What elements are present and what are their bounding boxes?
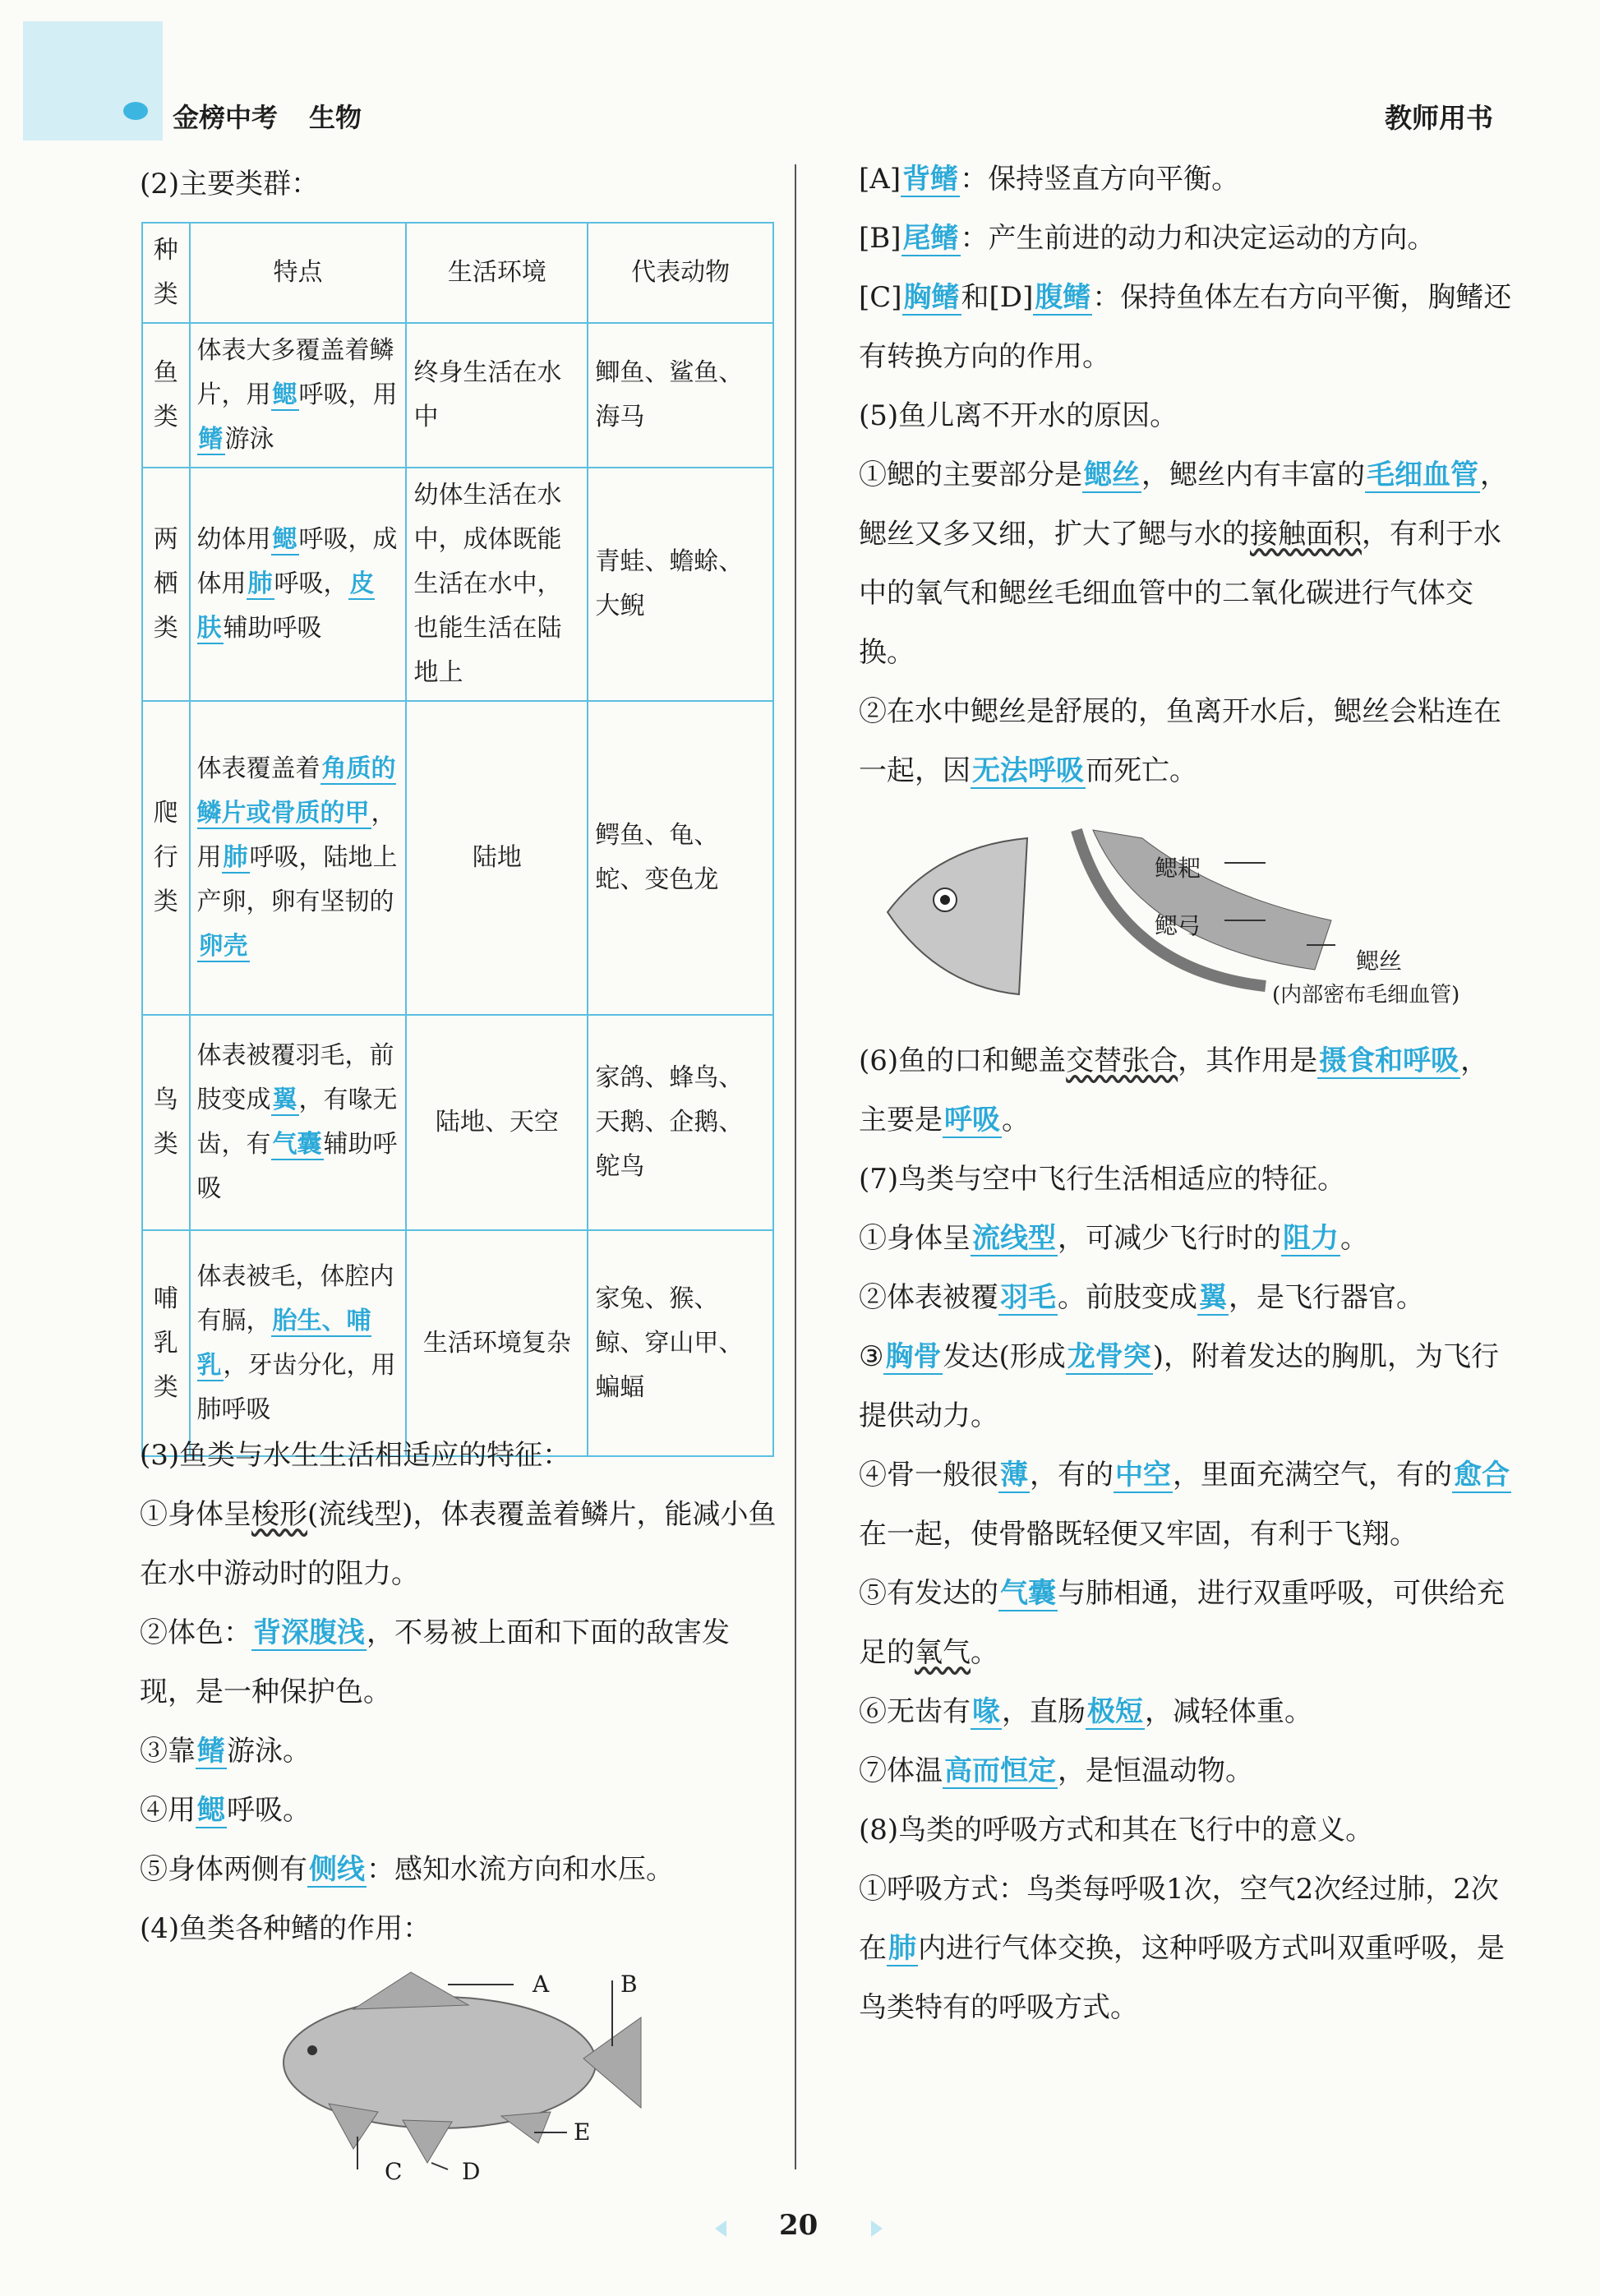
environment-cell: 终身生活在水中 bbox=[406, 323, 588, 468]
fin-label-a: A bbox=[533, 1971, 550, 1998]
features-cell: 体表覆盖着角质的鳞片或骨质的甲，用肺呼吸，陆地上产卵，卵有坚韧的卵壳 bbox=[190, 701, 407, 1015]
section-8-title: (8)鸟类的呼吸方式和其在飞行中的意义。 bbox=[859, 1814, 1374, 1846]
fin-b-item: [B]尾鳍：产生前进的动力和决定运动的方向。 bbox=[859, 222, 1436, 255]
prev-page-arrow-icon[interactable] bbox=[715, 2220, 726, 2237]
left-column-lower bbox=[140, 1426, 781, 1958]
s5-item-1: ①鳃的主要部分是鳃丝，鳃丝内有丰富的毛细血管，鳃丝又多又细，扩大了鳃与水的接触面积，有利于水中的氧气和鳃丝毛细血管中的二氧化碳进行气体交换。 bbox=[859, 459, 1508, 669]
representatives-cell: 鲫鱼、鲨鱼、海马 bbox=[588, 323, 773, 468]
environment-cell: 幼体生活在水中，成体既能生活在水中，也能生活在陆地上 bbox=[406, 468, 588, 701]
header-left bbox=[173, 97, 393, 135]
brand-logo-icon bbox=[123, 102, 148, 120]
section-7-title: (7)鸟类与空中飞行生活相适应的特征。 bbox=[859, 1163, 1346, 1196]
right-column-lower bbox=[859, 1031, 1512, 2037]
fin-label-d: D bbox=[462, 2158, 481, 2185]
fin-label-c: C bbox=[385, 2158, 403, 2185]
column-divider bbox=[795, 164, 796, 2169]
header-category: 种类 bbox=[142, 223, 190, 323]
brand-name: 金榜中考 bbox=[173, 102, 279, 133]
representatives-cell: 家兔、猴、鲸、穿山甲、蝙蝠 bbox=[588, 1230, 773, 1456]
next-page-arrow-icon[interactable] bbox=[871, 2220, 883, 2237]
features-cell: 体表大多覆盖着鳞片，用鳃呼吸，用鳍游泳 bbox=[190, 323, 407, 468]
features-cell: 体表被毛，体腔内有膈，胎生、哺乳，牙齿分化，用肺呼吸 bbox=[190, 1230, 407, 1456]
s3-item-2: ②体色：背深腹浅，不易被上面和下面的敌害发现，是一种保护色。 bbox=[140, 1616, 730, 1708]
table-row bbox=[142, 1015, 773, 1230]
s7-item-4: ④骨一般很薄，有的中空，里面充满空气，有的愈合在一起，使骨骼既轻便又牢固，有利于飞翔。 bbox=[859, 1459, 1510, 1551]
environment-cell: 生活环境复杂 bbox=[406, 1230, 588, 1456]
category-cell: 两栖类 bbox=[142, 468, 190, 701]
header-environment: 生活环境 bbox=[406, 223, 588, 323]
representatives-cell: 鳄鱼、龟、蛇、变色龙 bbox=[588, 701, 773, 1015]
fish-fins-diagram bbox=[255, 1948, 682, 2178]
s8-item-1: ①呼吸方式：鸟类每呼吸1次，空气2次经过肺，2次在肺内进行气体交换，这种呼吸方式叫双重呼吸，是鸟类特有的呼吸方式。 bbox=[859, 1873, 1505, 2024]
page-number: 20 bbox=[779, 2209, 818, 2242]
category-cell: 鸟类 bbox=[142, 1015, 190, 1230]
features-cell: 体表被覆羽毛，前肢变成翼，有喙无齿，有气囊辅助呼吸 bbox=[190, 1015, 407, 1230]
gill-filament-label: 鳃丝 bbox=[1356, 947, 1403, 975]
s3-item-3: ③靠鳍游泳。 bbox=[140, 1735, 311, 1768]
table-row bbox=[142, 1230, 773, 1456]
fin-label-e: E bbox=[574, 2118, 591, 2146]
s7-item-3: ③胸骨发达(形成龙骨突)，附着发达的胸肌，为飞行提供动力。 bbox=[859, 1340, 1500, 1432]
environment-cell: 陆地 bbox=[406, 701, 588, 1015]
fin-a-item: [A]背鳍：保持竖直方向平衡。 bbox=[859, 163, 1240, 196]
header-features: 特点 bbox=[190, 223, 407, 323]
section-4-title: (4)鱼类各种鳍的作用： bbox=[140, 1912, 431, 1945]
s3-item-1: ①身体呈梭形(流线型)，体表覆盖着鳞片，能减小鱼在水中游动时的阻力。 bbox=[140, 1498, 777, 1590]
book-type: 教师用书 bbox=[1385, 102, 1493, 134]
table-row bbox=[142, 701, 773, 1015]
fin-cd-item: [C]胸鳍和[D]腹鳍：保持鱼体左右方向平衡，胸鳍还有转换方向的作用。 bbox=[859, 281, 1512, 373]
right-column bbox=[859, 150, 1512, 800]
s3-item-4: ④用鳃呼吸。 bbox=[140, 1794, 311, 1827]
table-row bbox=[142, 468, 773, 701]
header-corner-block bbox=[23, 21, 163, 141]
environment-cell: 陆地、天空 bbox=[406, 1015, 588, 1230]
category-cell: 鱼类 bbox=[142, 323, 190, 468]
category-cell: 哺乳类 bbox=[142, 1230, 190, 1456]
page-header bbox=[0, 0, 1600, 140]
subject-name: 生物 bbox=[309, 102, 362, 133]
category-cell: 爬行类 bbox=[142, 701, 190, 1015]
s7-item-6: ⑥无齿有喙，直肠极短，减轻体重。 bbox=[859, 1695, 1312, 1728]
section-5-title: (5)鱼儿离不开水的原因。 bbox=[859, 399, 1178, 432]
animal-groups-table bbox=[141, 222, 774, 1457]
features-cell: 幼体用鳃呼吸，成体用肺呼吸，皮肤辅助呼吸 bbox=[190, 468, 407, 701]
s3-item-5: ⑤身体两侧有侧线：感知水流方向和水压。 bbox=[140, 1853, 674, 1886]
s7-item-2: ②体表被覆羽毛。前肢变成翼，是飞行器官。 bbox=[859, 1281, 1424, 1314]
s5-item-2: ②在水中鳃丝是舒展的，鱼离开水后，鳃丝会粘连在一起，因无法呼吸而死亡。 bbox=[859, 695, 1501, 787]
section-2-title: (2)主要类群： bbox=[140, 168, 320, 201]
s7-item-7: ⑦体温高而恒定，是恒温动物。 bbox=[859, 1754, 1253, 1787]
header-representatives: 代表动物 bbox=[588, 223, 773, 323]
gill-filament-note: (内部密布毛细血管) bbox=[1272, 983, 1460, 1007]
representatives-cell: 家鸽、蜂鸟、天鹅、企鹅、鸵鸟 bbox=[588, 1015, 773, 1230]
fin-label-b: B bbox=[620, 1971, 638, 1998]
s7-item-1: ①身体呈流线型，可减少飞行时的阻力。 bbox=[859, 1222, 1368, 1255]
gill-raker-label: 鳃耙 bbox=[1155, 855, 1201, 882]
representatives-cell: 青蛙、蟾蜍、大鲵 bbox=[588, 468, 773, 701]
section-6-text: (6)鱼的口和鳃盖交替张合，其作用是摄食和呼吸，主要是呼吸。 bbox=[859, 1044, 1489, 1136]
table-header-row bbox=[142, 223, 773, 323]
gill-arch-label: 鳃弓 bbox=[1155, 912, 1201, 939]
left-column bbox=[140, 154, 781, 214]
s7-item-5: ⑤有发达的气囊与肺相通，进行双重呼吸，可供给充足的氧气。 bbox=[859, 1577, 1505, 1669]
section-3-title: (3)鱼类与水生生活相适应的特征： bbox=[140, 1439, 571, 1472]
table-row bbox=[142, 323, 773, 468]
